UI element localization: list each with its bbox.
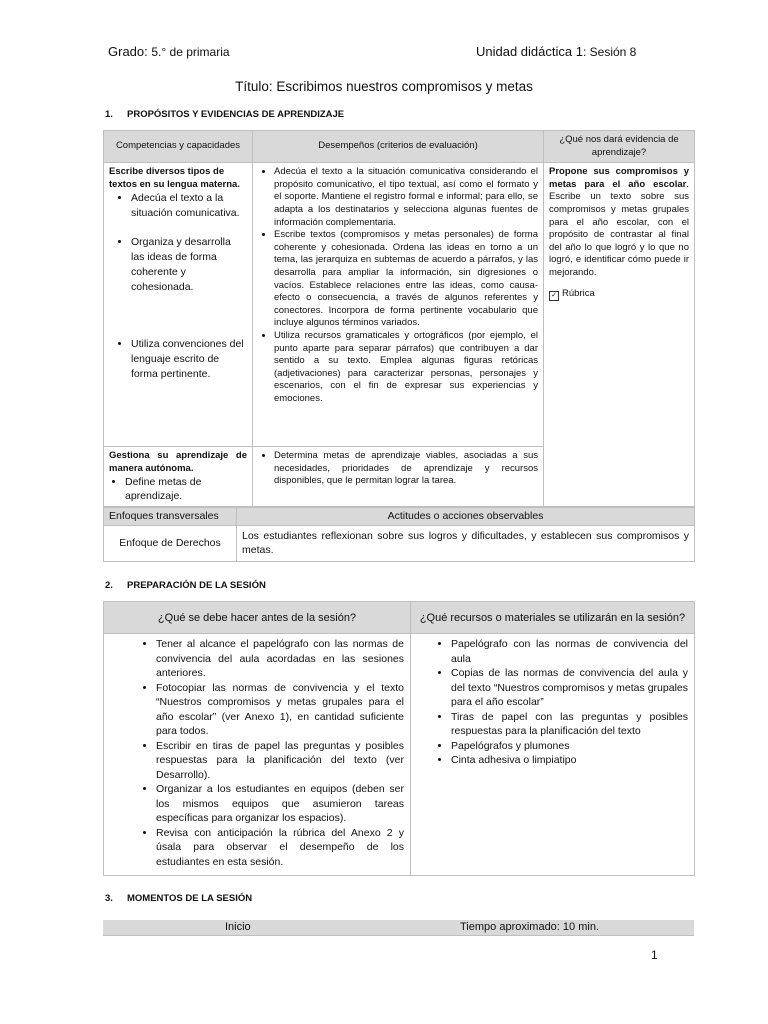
section-2-number: 2. xyxy=(105,580,113,591)
section-1-number: 1. xyxy=(105,109,113,120)
enfoques-table xyxy=(103,507,695,562)
desempeno-item: • Escribe textos (compromisos y metas personales) de forma coherente y cohesionada. Ordena las ideas en torno a un tema, las jerarquiza en subtemas de acuerdo a párrafos, y las desarrolla para ampliar la información, sin digresiones o vacíos. Establece relaciones entre las ideas, como causa-efecto o consecuencia, a través de algunos referentes y conectores. Incorpora de forma pertinente vocabulario que incluye algunos términos variados. xyxy=(274,229,538,330)
session-value: : Sesión 8 xyxy=(582,45,637,59)
evidencia-text xyxy=(549,166,689,279)
grade-header xyxy=(108,44,230,59)
before-col-header: ¿Qué se debe hacer antes de la sesión? xyxy=(104,602,411,634)
resources-col-header: ¿Qué recursos o materiales se utilizarán en la sesión? xyxy=(411,602,695,634)
desempenos-2-list xyxy=(258,450,538,488)
before-item: • Tener al alcance el papelógrafo con las normas de convivencia del aula acordadas en las sesiones anteriores. xyxy=(156,637,404,681)
section-2-title: PREPARACIÓN DE LA SESIÓN xyxy=(127,580,266,591)
desempenos-cell-1 xyxy=(253,163,544,447)
capacidad-2-item: • Define metas de aprendizaje. xyxy=(125,475,247,503)
resources-list xyxy=(431,637,688,768)
col-header-desempenos: Desempeños (criterios de evaluación) xyxy=(253,131,544,163)
competencia-cell-1 xyxy=(104,163,253,447)
resource-item: • Papelógrafo con las normas de convivencia del aula xyxy=(451,637,688,666)
before-item: • Fotocopiar las normas de convivencia y el texto “Nuestros compromisos y metas grupales para el año escolar” (ver Anexo 1), en cantidad suficiente para todos. xyxy=(156,681,404,739)
before-item: • Organizar a los estudiantes en equipos (deben ser los mismos equipos que asumieron tareas específicas para organizar los espacios). xyxy=(156,782,404,826)
section-1-title: PROPÓSITOS Y EVIDENCIAS DE APRENDIZAJE xyxy=(127,109,345,120)
inicio-bar xyxy=(103,920,694,936)
competencia-cell-2 xyxy=(104,447,253,507)
competencia-2-title: Gestiona su aprendizaje de manera autónoma. xyxy=(109,450,247,474)
rubrica-line xyxy=(549,288,689,301)
actitud-cell: Los estudiantes reflexionan sobre sus logros y dificultades, y establecen sus compromisos y metas. xyxy=(237,526,695,562)
capacidades-2-list xyxy=(109,475,247,503)
evidencia-cell xyxy=(544,163,695,507)
competencia-title: Escribe diversos tipos de textos en su lengua materna. xyxy=(109,166,240,190)
capacidad-item: • Adecúa el texto a la situación comunicativa. xyxy=(131,191,247,221)
resource-item: • Tiras de papel con las preguntas y posibles respuestas para la planificación del texto xyxy=(451,710,688,739)
section-2-heading xyxy=(105,580,266,591)
desempeno-item: • Adecúa el texto a la situación comunicativa considerando el propósito comunicativo, el tipo textual, así como el formato y el soporte. Mantiene el registro formal e informal; para ello, se adapta a los destinatarios y selecciona algunas fuentes de información complementaria. xyxy=(274,166,538,229)
section-3-heading xyxy=(105,893,252,904)
preparation-table xyxy=(103,601,695,876)
page-number: 1 xyxy=(651,948,658,962)
purposes-table xyxy=(103,130,695,507)
unit-label: Unidad didáctica 1 xyxy=(476,44,583,59)
rubrica-label: Rúbrica xyxy=(562,287,595,299)
desempenos-list xyxy=(258,166,538,405)
unit-header xyxy=(476,44,636,59)
inicio-label: Inicio xyxy=(225,921,251,933)
before-item: • Escribir en tiras de papel las preguntas y posibles respuestas para la planificación del texto (ver Desarrollo). xyxy=(156,739,404,783)
tiempo-label: Tiempo aproximado: 10 min. xyxy=(460,921,599,933)
resource-item: • Copias de las normas de convivencia del aula y del texto “Nuestros compromisos y metas grupales para el año escolar” xyxy=(451,666,688,710)
section-3-number: 3. xyxy=(105,893,113,904)
capacidad-item: • Organiza y desarrolla las ideas de forma coherente y cohesionada. xyxy=(131,235,247,295)
section-1-heading xyxy=(105,109,344,120)
section-3-title: MOMENTOS DE LA SESIÓN xyxy=(127,893,253,904)
desempeno-item: • Utiliza recursos gramaticales y ortográficos (por ejemplo, el punto aparte para separar párrafos) que contribuyen a dar sentido a su texto. Emplea algunas figuras retóricas (adjetivaciones) para caracterizar personas, personajes y escenarios, con el fin de expresar sus experiencias y emociones. xyxy=(274,330,538,406)
desempeno-2-item: • Determina metas de aprendizaje viables, asociadas a sus necesidades, prioridades de aprendizaje y recursos disponibles, que le permitan lograr la tarea. xyxy=(274,450,538,488)
before-cell xyxy=(104,634,411,876)
actitudes-col-header: Actitudes o acciones observables xyxy=(237,508,695,526)
before-list xyxy=(124,637,404,869)
desempenos-cell-2 xyxy=(253,447,544,507)
page-title: Título: Escribimos nuestros compromisos y metas xyxy=(235,79,533,94)
grade-label: Grado: xyxy=(108,44,148,59)
col-header-competencias: Competencias y capacidades xyxy=(104,131,253,163)
resource-item: • Papelógrafos y plumones xyxy=(451,739,688,754)
col-header-evidencia: ¿Qué nos dará evidencia de aprendizaje? xyxy=(544,131,695,163)
resources-cell xyxy=(411,634,695,876)
grade-value: 5.° de primaria xyxy=(151,45,230,59)
capacidades-list xyxy=(109,191,247,382)
enfoque-cell: Enfoque de Derechos xyxy=(104,526,237,562)
enfoques-col-header: Enfoques transversales xyxy=(104,508,237,526)
before-item: • Revisa con anticipación la rúbrica del Anexo 2 y úsala para observar el desempeño de los estudiantes en esta sesión. xyxy=(156,826,404,870)
evidencia-body: . Escribe un texto sobre sus compromisos y metas grupales para el año escolar, con el propósito de contrastar al final del año lo que logró y lo que no logró, e identificar cómo puede ir mejorando. xyxy=(549,178,689,278)
resource-item: • Cinta adhesiva o limpiatipo xyxy=(451,753,688,768)
evidencia-bold: Propone sus compromisos y metas para el año escolar xyxy=(549,166,689,190)
checkbox-icon: ✓ xyxy=(549,291,559,301)
capacidad-item: • Utiliza convenciones del lenguaje escrito de forma pertinente. xyxy=(131,337,247,382)
